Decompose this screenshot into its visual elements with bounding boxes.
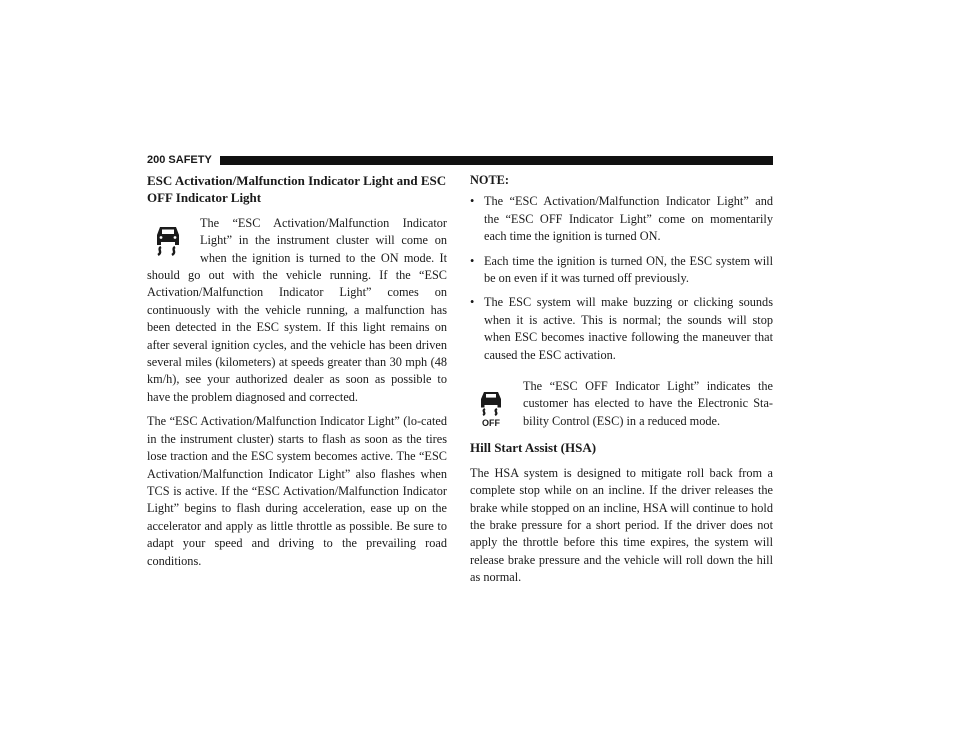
note-list (470, 193, 773, 364)
right-column (470, 172, 773, 594)
list-item: • Each time the ignition is turned ON, the ESC system will be on even if it was turned off previously. (470, 253, 773, 286)
left-column (147, 172, 447, 577)
bullet: • (470, 194, 475, 209)
section-heading-hsa: Hill Start Assist (HSA) (470, 440, 597, 456)
esc-indicator-paragraph (147, 215, 447, 413)
esc-activation-icon (147, 215, 189, 267)
header-rule (220, 156, 773, 165)
off-icon-label: OFF (482, 418, 500, 429)
hsa-paragraph: The HSA system is designed to mitigate roll back from a complete stop while on an incline. If the driver releases the brake while stopped on an incline, HSA will continue to hold the brake pressure for a short period. If the driver does not apply the throttle before this time expires, the system will release brake pressure and the vehicle will roll down the hill as normal. (470, 465, 773, 585)
note-label: NOTE: (470, 173, 509, 187)
list-item: • The “ESC Activation/Malfunction Indicator Light” and the “ESC OFF Indicator Light” come on momentarily each time the ignition is turned ON. (470, 194, 773, 244)
bullet: • (470, 253, 475, 268)
esc-off-text: The “ESC OFF Indicator Light” indicates the customer has elected to have the Electronic Sta-bility Control (ESC) in a reduced mode. (523, 379, 773, 428)
page-number-section: 200 SAFETY (147, 154, 212, 166)
page-header (147, 153, 773, 167)
esc-off-paragraph (470, 378, 773, 437)
bullet: • (470, 295, 475, 310)
esc-indicator-text: The “ESC Activation/Malfunction Indicator Light” in the instrument cluster will come on when the ignition is turned to the ON mode. It should go out with the vehicle running. If the “ESC Activation/Malfunction Indicator Light” comes on continuously with the vehicle running, a malfunction has been detected in the ESC system. If this light remains on after several ignition cycles, and the vehicle has been driven several miles (kilometers) at speeds greater than 30 mph (48 km/h), see your authorized dealer as soon as possible to have the problem diagnosed and corrected. (147, 215, 447, 404)
esc-flash-paragraph: The “ESC Activation/Malfunction Indicator Light” (lo-cated in the instrument cluster) starts to flash as soon as the tires lose traction and the ESC system becomes active. The “ESC Activation/Malfunction Indicator Light” also flashes when TCS is active. If the “ESC Activation/Malfunction Indicator Light” begins to flash during acceleration, ease up on the accelerator and apply as little throttle as possible. Be sure to adapt your speed and driving to the prevailing road conditions. (147, 414, 447, 568)
section-heading-esc: ESC Activation/Malfunction Indicator Light and ESC OFF Indicator Light (147, 173, 447, 206)
list-item: • The ESC system will make buzzing or clicking sounds when it is active. This is normal; the sounds will stop when ESC becomes inactive following the maneuver that caused the ESC activation. (470, 295, 773, 362)
esc-off-icon (470, 378, 512, 436)
